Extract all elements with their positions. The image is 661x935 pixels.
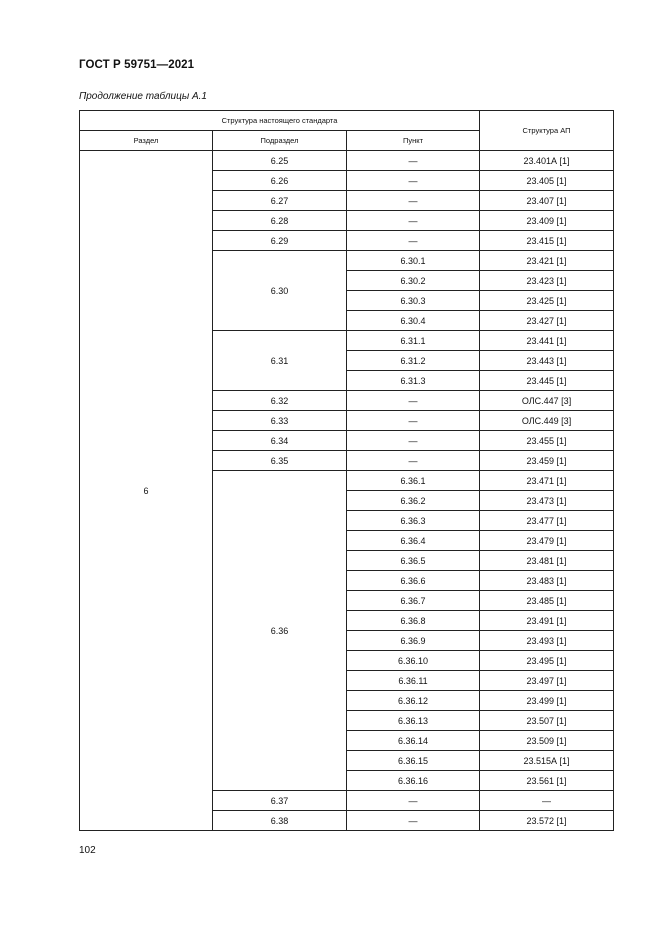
cell-item: 6.36.2 [347, 491, 480, 511]
cell-ap: 23.443 [1] [480, 351, 614, 371]
cell-item: — [347, 391, 480, 411]
cell-ap: — [480, 791, 614, 811]
cell-subsection: 6.28 [213, 211, 347, 231]
cell-ap: 23.481 [1] [480, 551, 614, 571]
cell-item: — [347, 411, 480, 431]
cell-item: — [347, 791, 480, 811]
header-standard-structure: Структура настоящего стандарта [80, 111, 480, 131]
cell-ap: 23.473 [1] [480, 491, 614, 511]
cell-ap: 23.497 [1] [480, 671, 614, 691]
cell-item: 6.36.4 [347, 531, 480, 551]
cell-item: 6.36.1 [347, 471, 480, 491]
cell-subsection: 6.30 [213, 251, 347, 331]
cell-item: — [347, 451, 480, 471]
cell-ap: 23.441 [1] [480, 331, 614, 351]
cell-ap: 23.483 [1] [480, 571, 614, 591]
cell-item: — [347, 811, 480, 831]
cell-item: 6.36.13 [347, 711, 480, 731]
cell-subsection: 6.38 [213, 811, 347, 831]
cell-ap: ОЛС.447 [3] [480, 391, 614, 411]
cell-item: 6.36.16 [347, 771, 480, 791]
cell-ap: 23.427 [1] [480, 311, 614, 331]
cell-ap: 23.409 [1] [480, 211, 614, 231]
cell-item: 6.31.3 [347, 371, 480, 391]
cell-item: 6.36.14 [347, 731, 480, 751]
structure-table [79, 110, 614, 831]
cell-item: 6.36.6 [347, 571, 480, 591]
cell-ap: 23.491 [1] [480, 611, 614, 631]
cell-item: 6.36.7 [347, 591, 480, 611]
cell-subsection: 6.36 [213, 471, 347, 791]
cell-item: — [347, 431, 480, 451]
cell-item: — [347, 191, 480, 211]
cell-subsection: 6.37 [213, 791, 347, 811]
cell-item: 6.30.3 [347, 291, 480, 311]
cell-subsection: 6.34 [213, 431, 347, 451]
cell-item: — [347, 231, 480, 251]
cell-item: 6.30.1 [347, 251, 480, 271]
cell-ap: 23.415 [1] [480, 231, 614, 251]
cell-item: 6.36.5 [347, 551, 480, 571]
cell-item: 6.36.3 [347, 511, 480, 531]
cell-ap: 23.423 [1] [480, 271, 614, 291]
cell-ap: 23.493 [1] [480, 631, 614, 651]
cell-ap: 23.495 [1] [480, 651, 614, 671]
cell-subsection: 6.27 [213, 191, 347, 211]
cell-ap: 23.405 [1] [480, 171, 614, 191]
cell-item: 6.36.9 [347, 631, 480, 651]
header-item: Пункт [347, 131, 480, 151]
cell-subsection: 6.31 [213, 331, 347, 391]
document-code: ГОСТ Р 59751—2021 [79, 59, 195, 71]
cell-item: 6.36.15 [347, 751, 480, 771]
cell-item: 6.30.4 [347, 311, 480, 331]
cell-ap: 23.572 [1] [480, 811, 614, 831]
header-ap-structure: Структура АП [480, 111, 614, 151]
cell-ap: 23.425 [1] [480, 291, 614, 311]
table-row [80, 151, 614, 171]
cell-item: 6.31.2 [347, 351, 480, 371]
cell-item: — [347, 171, 480, 191]
cell-ap: 23.515А [1] [480, 751, 614, 771]
cell-subsection: 6.33 [213, 411, 347, 431]
cell-item: 6.36.10 [347, 651, 480, 671]
cell-ap: 23.445 [1] [480, 371, 614, 391]
cell-item: — [347, 151, 480, 171]
cell-subsection: 6.29 [213, 231, 347, 251]
cell-item: 6.36.12 [347, 691, 480, 711]
cell-item: — [347, 211, 480, 231]
cell-ap: 23.455 [1] [480, 431, 614, 451]
cell-ap: 23.509 [1] [480, 731, 614, 751]
cell-ap: 23.499 [1] [480, 691, 614, 711]
table-caption: Продолжение таблицы А.1 [79, 91, 207, 102]
cell-ap: 23.479 [1] [480, 531, 614, 551]
cell-ap: 23.507 [1] [480, 711, 614, 731]
cell-subsection: 6.32 [213, 391, 347, 411]
cell-ap: 23.421 [1] [480, 251, 614, 271]
cell-ap: 23.485 [1] [480, 591, 614, 611]
header-subsection: Подраздел [213, 131, 347, 151]
cell-ap: 23.407 [1] [480, 191, 614, 211]
header-section: Раздел [80, 131, 213, 151]
cell-section: 6 [80, 151, 213, 831]
cell-item: 6.36.11 [347, 671, 480, 691]
cell-subsection: 6.25 [213, 151, 347, 171]
cell-ap: 23.401А [1] [480, 151, 614, 171]
page-number: 102 [79, 845, 96, 856]
cell-subsection: 6.35 [213, 451, 347, 471]
cell-item: 6.30.2 [347, 271, 480, 291]
cell-item: 6.36.8 [347, 611, 480, 631]
cell-ap: 23.477 [1] [480, 511, 614, 531]
cell-ap: 23.459 [1] [480, 451, 614, 471]
table-body [80, 151, 614, 831]
cell-ap: 23.471 [1] [480, 471, 614, 491]
cell-ap: ОЛС.449 [3] [480, 411, 614, 431]
cell-item: 6.31.1 [347, 331, 480, 351]
cell-subsection: 6.26 [213, 171, 347, 191]
cell-ap: 23.561 [1] [480, 771, 614, 791]
